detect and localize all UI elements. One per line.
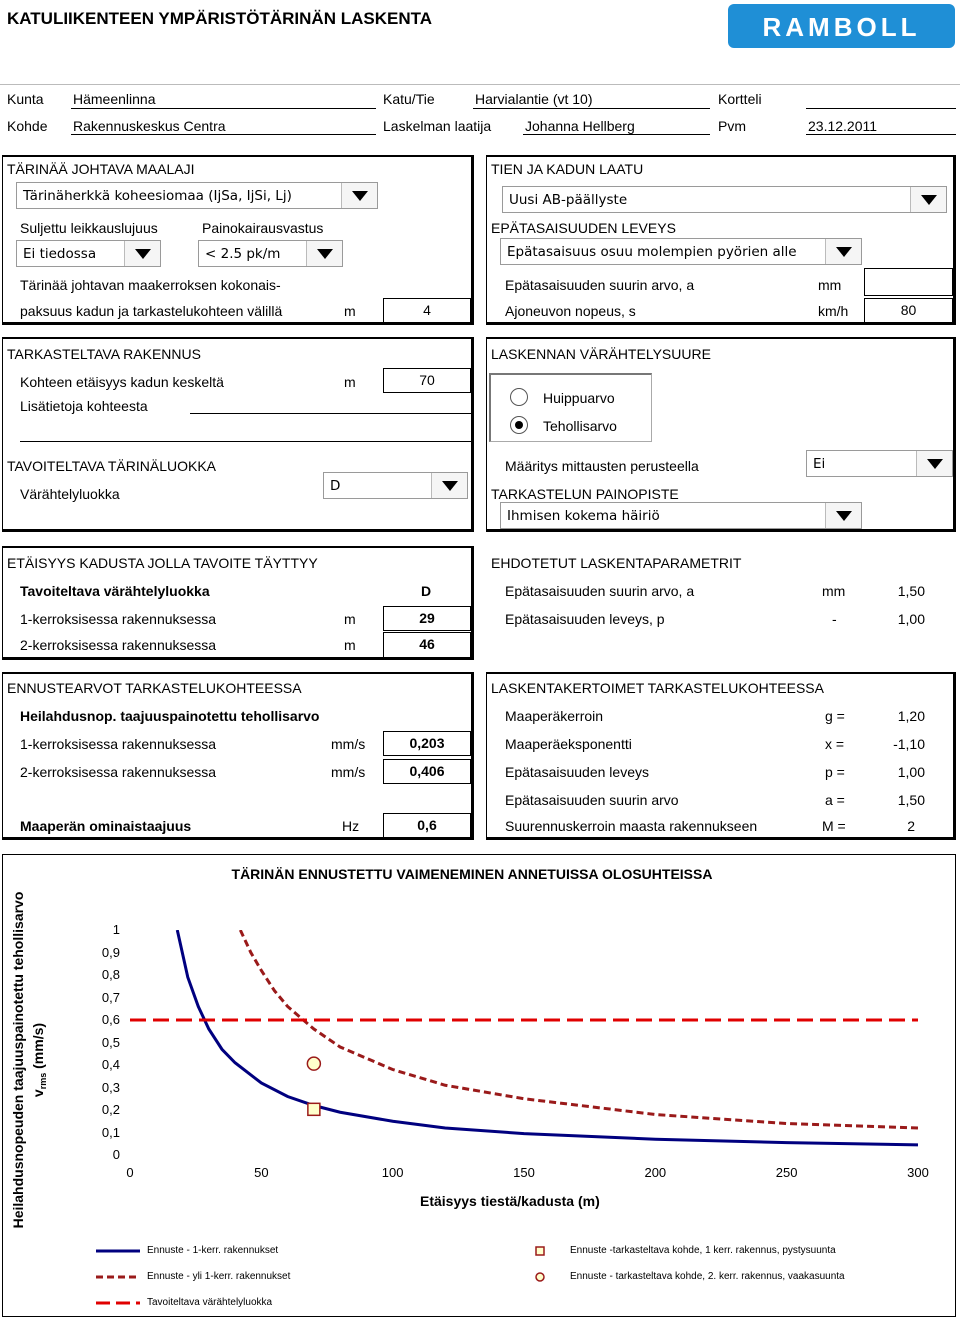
leikkaus-select[interactable]: Ei tiedossa xyxy=(16,240,161,267)
ennuste-sub-label: Heilahdusnop. taajuuspainotettu tehollisarvo xyxy=(20,708,320,724)
painopiste-heading: TARKASTELUN PAINOPISTE xyxy=(491,486,679,502)
ramboll-logo: RAMBOLL xyxy=(728,4,955,48)
maalaji-heading: TÄRINÄÄ JOHTAVA MAALAJI xyxy=(7,161,195,177)
legend-swatch-circle xyxy=(536,1273,544,1281)
laatu-select[interactable]: Uusi AB-päällyste xyxy=(502,186,947,213)
kerroin-row-sym: M = xyxy=(822,818,846,834)
etaisyys-heading: ETÄISYYS KADUSTA JOLLA TAVOITE TÄYTTYY xyxy=(7,555,318,571)
ehdotetut-row1-unit: mm xyxy=(822,583,846,599)
ennuste-row1-unit: mm/s xyxy=(331,736,366,752)
y-tick-label: 0 xyxy=(112,1147,120,1162)
leikkaus-label: Suljettu leikkauslujuus xyxy=(20,220,158,236)
painopiste-select[interactable]: Ihmisen kokema häiriö xyxy=(500,502,862,529)
ennuste-row1-value: 0,203 xyxy=(383,731,471,756)
etaisyys-row1-unit: m xyxy=(344,611,356,627)
y-tick-label: 0,6 xyxy=(101,1012,120,1027)
y-tick-label: 0,9 xyxy=(101,944,120,960)
ehdotetut-heading: EHDOTETUT LASKENTAPARAMETRIT xyxy=(491,555,742,571)
ennuste-row2-unit: mm/s xyxy=(331,764,366,780)
katu-value[interactable]: Harvialantie (vt 10) xyxy=(475,91,593,107)
suurin-label: Epätasaisuuden suurin arvo, a xyxy=(505,277,695,293)
kerroin-row-label: Epätasaisuuden suurin arvo xyxy=(505,792,679,808)
paksuus-label-2: paksuus kadun ja tarkastelukohteen välillä xyxy=(20,303,283,319)
legend-swatch-square xyxy=(536,1247,544,1255)
kerroin-row-value: 2 xyxy=(907,818,915,834)
etaisyys-row2-value: 46 xyxy=(383,632,471,658)
kerroin-row-label: Maaperäkerroin xyxy=(505,708,604,724)
x-tick-label: 0 xyxy=(126,1165,134,1180)
nopeus-label: Ajoneuvon nopeus, s xyxy=(505,303,636,319)
maalaji-select[interactable]: Tärinäherkkä koheesiomaa (IjSa, IjSi, Lj) xyxy=(16,182,378,209)
kortteli-label: Kortteli xyxy=(718,91,762,107)
y-tick-label: 0,3 xyxy=(101,1079,120,1095)
y-tick-label: 0,7 xyxy=(101,989,120,1005)
freq-value: 0,6 xyxy=(383,813,471,838)
kerroin-row-label: Suurennuskerroin maasta rakennukseen xyxy=(505,818,758,834)
kunta-label: Kunta xyxy=(7,91,44,107)
ehdotetut-row1-value: 1,50 xyxy=(897,583,925,599)
kerroin-row-sym: x = xyxy=(825,736,845,752)
y-tick-label: 0,5 xyxy=(101,1034,120,1050)
leveys-heading: EPÄTASAISUUDEN LEVEYS xyxy=(491,220,676,236)
radio-label-huippuarvo: Huippuarvo xyxy=(543,390,615,406)
ehdotetut-row2-value: 1,00 xyxy=(897,611,925,627)
page-title: KATULIIKENTEEN YMPÄRISTÖTÄRINÄN LASKENTA xyxy=(7,9,432,28)
luokka-select[interactable]: D xyxy=(323,472,468,499)
tie-heading: TIEN JA KADUN LAATU xyxy=(491,161,644,177)
paksuus-unit: m xyxy=(344,303,356,319)
kerroin-row-value: 1,20 xyxy=(897,708,925,724)
ehdotetut-row2-unit: - xyxy=(832,611,837,627)
etaisyys-label: Kohteen etäisyys kadun keskeltä xyxy=(20,374,224,390)
y-axis-unit-label: $v_{rms}$ (mm/s) xyxy=(30,1022,48,1098)
paino-select[interactable]: < 2.5 pk/m xyxy=(198,240,343,267)
etaisyys-input[interactable]: 70 xyxy=(383,368,471,393)
paksuus-label-1: Tärinää johtavan maakerroksen kokonais- xyxy=(20,277,281,293)
maaritys-select[interactable]: Ei xyxy=(806,450,953,477)
kerroin-row-sym: p = xyxy=(825,764,845,780)
freq-unit: Hz xyxy=(342,818,360,834)
legend-label: Ennuste - tarkasteltava kohde, 2. kerr. rakennus, vaakasuunta xyxy=(570,1271,845,1282)
freq-label: Maaperän ominaistaajuus xyxy=(20,818,192,834)
rakennus-heading: TARKASTELTAVA RAKENNUS xyxy=(7,346,201,362)
kerroin-row-sym: a = xyxy=(825,792,845,808)
etaisyys-row1-value: 29 xyxy=(383,606,471,631)
ennuste-row1-label: 1-kerroksisessa rakennuksessa xyxy=(20,736,217,752)
x-tick-label: 50 xyxy=(254,1165,269,1180)
ennuste-row2-label: 2-kerroksisessa rakennuksessa xyxy=(20,764,217,780)
nopeus-unit: km/h xyxy=(818,303,849,319)
legend-label: Ennuste -tarkasteltava kohde, 1 kerr. rakennus, pystysuunta xyxy=(570,1245,836,1256)
x-tick-label: 200 xyxy=(644,1165,667,1180)
tavoiteltava-value: D xyxy=(421,583,432,599)
legend-label: Ennuste - yli 1-kerr. rakennukset xyxy=(147,1271,291,1282)
kerroin-row-label: Epätasaisuuden leveys xyxy=(505,764,649,780)
kerroin-row-value: -1,10 xyxy=(893,736,925,752)
y-tick-label: 0,8 xyxy=(101,967,120,982)
legend-label: Ennuste - 1-kerr. rakennukset xyxy=(147,1245,279,1256)
y-axis-label-line1: Heilahdusnopeuden taajuuspainotettu tehollisarvo xyxy=(10,891,26,1229)
pvm-value[interactable]: 23.12.2011 xyxy=(808,118,878,134)
leveys-select[interactable]: Epätasaisuus osuu molempien pyörien alle xyxy=(500,238,862,265)
x-tick-label: 100 xyxy=(381,1165,404,1180)
tavoiteltava-label: Tavoiteltava värähtelyluokka xyxy=(20,583,210,599)
laatija-label: Laskelman laatija xyxy=(383,118,492,134)
y-tick-label: 0,4 xyxy=(101,1057,120,1072)
y-tick-label: 0,1 xyxy=(101,1124,120,1140)
paino-label: Painokairausvastus xyxy=(202,220,324,236)
etaisyys-row2-unit: m xyxy=(344,637,356,653)
lisatieto-label: Lisätietoja kohteesta xyxy=(20,398,148,414)
x-tick-label: 250 xyxy=(775,1165,798,1180)
x-tick-label: 300 xyxy=(907,1165,929,1180)
pvm-label: Pvm xyxy=(718,118,746,134)
suure-heading: LASKENNAN VÄRÄHTELYSUURE xyxy=(491,346,711,362)
suurin-unit: mm xyxy=(818,277,842,293)
ehdotetut-row1-label: Epätasaisuuden suurin arvo, a xyxy=(505,583,695,599)
luokka-label: Värähtelyluokka xyxy=(20,486,120,502)
kohde-value[interactable]: Rakennuskeskus Centra xyxy=(73,118,226,134)
ehdotetut-row2-label: Epätasaisuuden leveys, p xyxy=(505,611,665,627)
etaisyys-row2-label: 2-kerroksisessa rakennuksessa xyxy=(20,637,217,653)
kunta-value[interactable]: Hämeenlinna xyxy=(73,91,156,107)
ennuste-row2-value: 0,406 xyxy=(383,759,471,784)
kohde-label: Kohde xyxy=(7,118,48,134)
kerroin-row-value: 1,50 xyxy=(897,792,925,808)
chart-title: TÄRINÄN ENNUSTETTU VAIMENEMINEN ANNETUISSA OLOSUHTEISSA xyxy=(231,866,713,882)
y-tick-label: 0,2 xyxy=(101,1102,120,1117)
paksuus-input[interactable]: 4 xyxy=(383,298,471,323)
katu-label: Katu/Tie xyxy=(383,91,435,107)
radio-label-tehollisarvo: Tehollisarvo xyxy=(543,418,617,434)
legend-label: Tavoiteltava värähtelyluokka xyxy=(147,1297,273,1308)
x-axis-label: Etäisyys tiestä/kadusta (m) xyxy=(420,1193,600,1209)
y-tick-label: 1 xyxy=(112,922,120,937)
kerroin-row-label: Maaperäeksponentti xyxy=(505,736,632,752)
nopeus-input[interactable]: 80 xyxy=(864,298,953,323)
ennuste-heading: ENNUSTEARVOT TARKASTELUKOHTEESSA xyxy=(7,680,302,696)
kertoimet-heading: LASKENTAKERTOIMET TARKASTELUKOHTEESSA xyxy=(491,680,824,696)
etaisyys-unit: m xyxy=(344,374,356,390)
laatija-value[interactable]: Johanna Hellberg xyxy=(525,118,635,134)
kerroin-row-value: 1,00 xyxy=(897,764,925,780)
x-tick-label: 150 xyxy=(513,1165,535,1180)
maaritys-label: Määritys mittausten perusteella xyxy=(505,458,699,474)
tavoite-heading: TAVOITELTAVA TÄRINÄLUOKKA xyxy=(7,458,217,474)
etaisyys-row1-label: 1-kerroksisessa rakennuksessa xyxy=(20,611,217,627)
kerroin-row-sym: g = xyxy=(825,708,845,724)
